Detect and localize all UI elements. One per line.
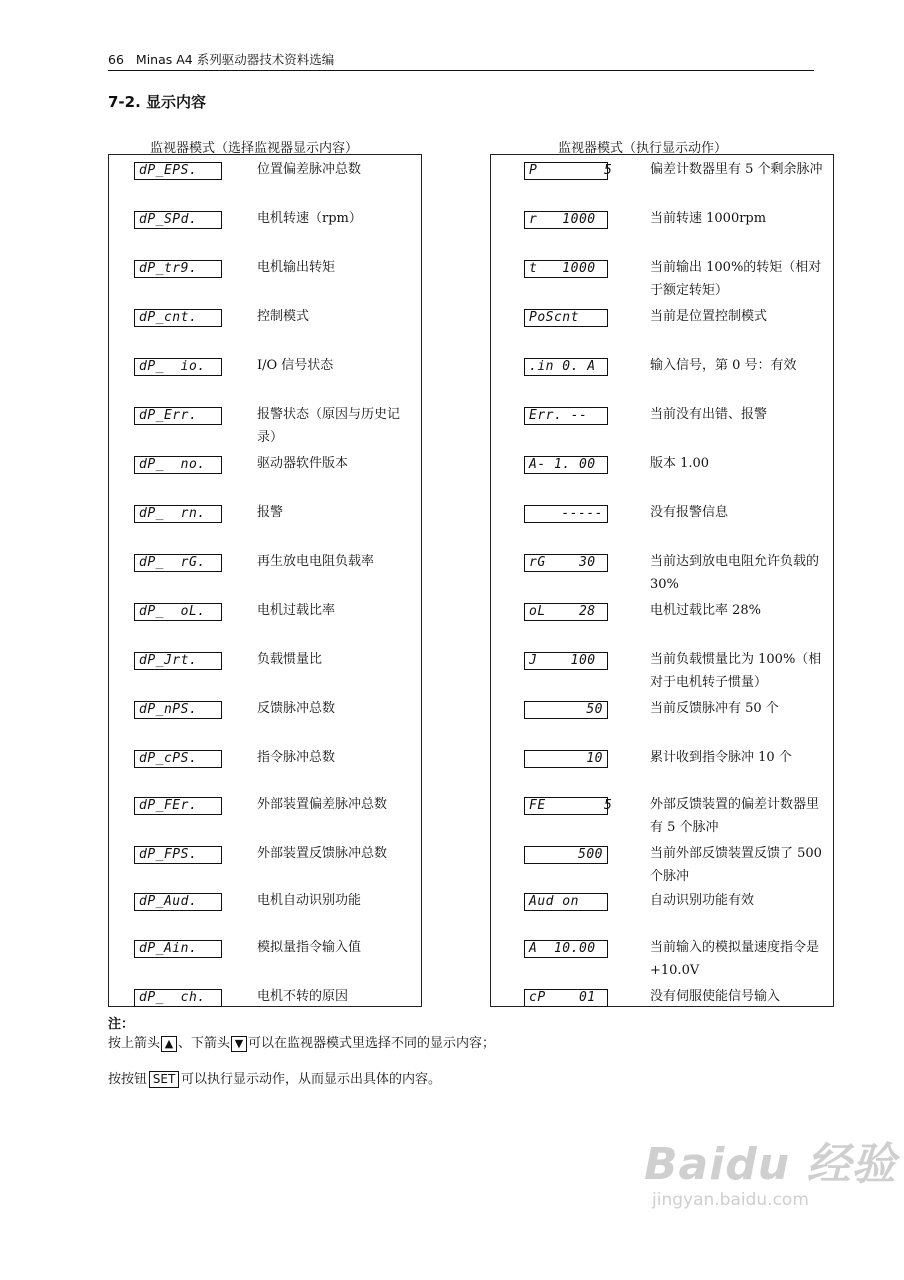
left-description: 电机转速（rpm） (257, 211, 362, 226)
header-rule (108, 70, 814, 71)
lcd-display-left: dP_nPS. (134, 701, 222, 719)
right-description: 当前是位置控制模式 (650, 309, 768, 324)
left-description: 控制模式 (257, 309, 310, 324)
lcd-display-left: dP_cPS. (134, 750, 222, 768)
baidu-watermark (644, 1140, 896, 1210)
left-description: 负载惯量比 (257, 652, 323, 667)
lcd-display-left: dP_Ain. (134, 940, 222, 958)
page-header (108, 52, 814, 68)
lcd-display-left: dP_Aud. (134, 893, 222, 911)
right-description: 版本 1.00 (650, 456, 710, 471)
lcd-display-right: t 1000 (524, 260, 608, 278)
left-description: 电机过载比率 (257, 603, 336, 618)
lcd-display-left: dP_ no. (134, 456, 222, 474)
lcd-display-left: dP_ ch. (134, 989, 222, 1007)
left-description: 再生放电电阻负载率 (257, 554, 375, 569)
lcd-display-right: Aud on (524, 893, 608, 911)
lcd-display-right: rG 30 (524, 554, 608, 572)
up-arrow-key-icon: ▲ (161, 1036, 177, 1052)
lcd-display-right: A- 1. 00 (524, 456, 608, 474)
right-description: 当前输出 100%的转矩（相对于额定转矩） (650, 260, 822, 298)
page-number: 66 (108, 52, 124, 67)
down-arrow-key-icon: ▼ (231, 1036, 247, 1052)
lcd-display-right: P 5 (524, 162, 608, 180)
lcd-display-left: dP_ rG. (134, 554, 222, 572)
lcd-display-left: dP_ io. (134, 358, 222, 376)
right-description: 当前没有出错、报警 (650, 407, 768, 422)
left-description: 指令脉冲总数 (257, 750, 336, 765)
left-description: 驱动器软件版本 (257, 456, 349, 471)
lcd-display-left: dP_Jrt. (134, 652, 222, 670)
set-key-icon: SET (149, 1071, 179, 1088)
watermark-logo: Baidu 经验 (644, 1139, 897, 1190)
left-description: 报警状态（原因与历史记录） (257, 407, 401, 445)
lcd-display-right: oL 28 (524, 603, 608, 621)
lcd-display-right: PoScnt (524, 309, 608, 327)
lcd-display-right: A 10.00 (524, 940, 608, 958)
right-description: 自动识别功能有效 (650, 893, 755, 908)
lcd-display-right: .in 0. A (524, 358, 608, 376)
left-description: 报警 (257, 505, 284, 520)
lcd-display-left: dP_FPS. (134, 846, 222, 864)
right-description: 没有报警信息 (650, 505, 729, 520)
left-description: 电机输出转矩 (257, 260, 336, 275)
lcd-display-left: dP_FEr. (134, 797, 222, 815)
right-description: 电机过载比率 28% (650, 603, 762, 618)
section-title: 7-2. 显示内容 (108, 93, 207, 111)
left-description: 反馈脉冲总数 (257, 701, 336, 716)
right-description: 没有伺服使能信号输入 (650, 989, 781, 1004)
right-description: 输入信号，第 0 号：有效 (650, 358, 797, 373)
left-description: 电机自动识别功能 (257, 893, 362, 908)
note-line-1 (108, 1035, 495, 1053)
right-description: 当前输入的模拟量速度指令是+10.0V (650, 940, 820, 978)
note-text: 、下箭头 (178, 1036, 231, 1051)
lcd-display-left: dP_ oL. (134, 603, 222, 621)
lcd-display-right: Err. -- (524, 407, 608, 425)
lcd-display-right: 500 (524, 846, 608, 864)
right-column-title: 监视器模式（执行显示动作） (558, 141, 728, 156)
left-description: 外部装置偏差脉冲总数 (257, 797, 388, 812)
right-description: 当前转速 1000rpm (650, 211, 767, 226)
lcd-display-right: 10 (524, 750, 608, 768)
right-description: 当前达到放电电阻允许负载的 30% (650, 554, 820, 592)
lcd-display-left: dP_EPS. (134, 162, 222, 180)
right-description: 当前负载惯量比为 100%（相对于电机转子惯量） (650, 652, 822, 690)
lcd-display-right: ----- (524, 505, 608, 523)
left-description: 外部装置反馈脉冲总数 (257, 846, 388, 861)
left-panel (108, 154, 422, 1007)
note-text: 可以执行显示动作，从而显示出具体的内容。 (181, 1072, 442, 1087)
note-label: 注： (108, 1017, 135, 1032)
note-text: 按上箭头 (108, 1036, 161, 1051)
lcd-display-right: J 100 (524, 652, 608, 670)
lcd-display-left: dP_tr9. (134, 260, 222, 278)
right-description: 当前外部反馈装置反馈了 500 个脉冲 (650, 846, 822, 884)
left-description: 位置偏差脉冲总数 (257, 162, 362, 177)
lcd-display-right: FE 5 (524, 797, 608, 815)
lcd-display-right: r 1000 (524, 211, 608, 229)
lcd-display-left: dP_Err. (134, 407, 222, 425)
watermark-url: jingyan.baidu.com (652, 1190, 809, 1210)
lcd-display-right: cP 01 (524, 989, 608, 1007)
lcd-display-left: dP_cnt. (134, 309, 222, 327)
left-description: I/O 信号状态 (257, 358, 334, 373)
right-description: 当前反馈脉冲有 50 个 (650, 701, 779, 716)
left-description: 模拟量指令输入值 (257, 940, 362, 955)
left-column-title: 监视器模式（选择监视器显示内容） (150, 141, 359, 156)
right-description: 外部反馈装置的偏差计数器里有 5 个脉冲 (650, 797, 820, 835)
right-description: 累计收到指令脉冲 10 个 (650, 750, 792, 765)
note-line-2 (108, 1071, 441, 1089)
header-title: Minas A4 系列驱动器技术资料选编 (135, 52, 335, 67)
lcd-display-left: dP_ rn. (134, 505, 222, 523)
lcd-display-left: dP_SPd. (134, 211, 222, 229)
lcd-display-right: 50 (524, 701, 608, 719)
left-description: 电机不转的原因 (257, 989, 349, 1004)
note-text: 按按钮 (108, 1072, 148, 1087)
right-description: 偏差计数器里有 5 个剩余脉冲 (650, 162, 823, 177)
note-text: 可以在监视器模式里选择不同的显示内容； (248, 1036, 496, 1051)
